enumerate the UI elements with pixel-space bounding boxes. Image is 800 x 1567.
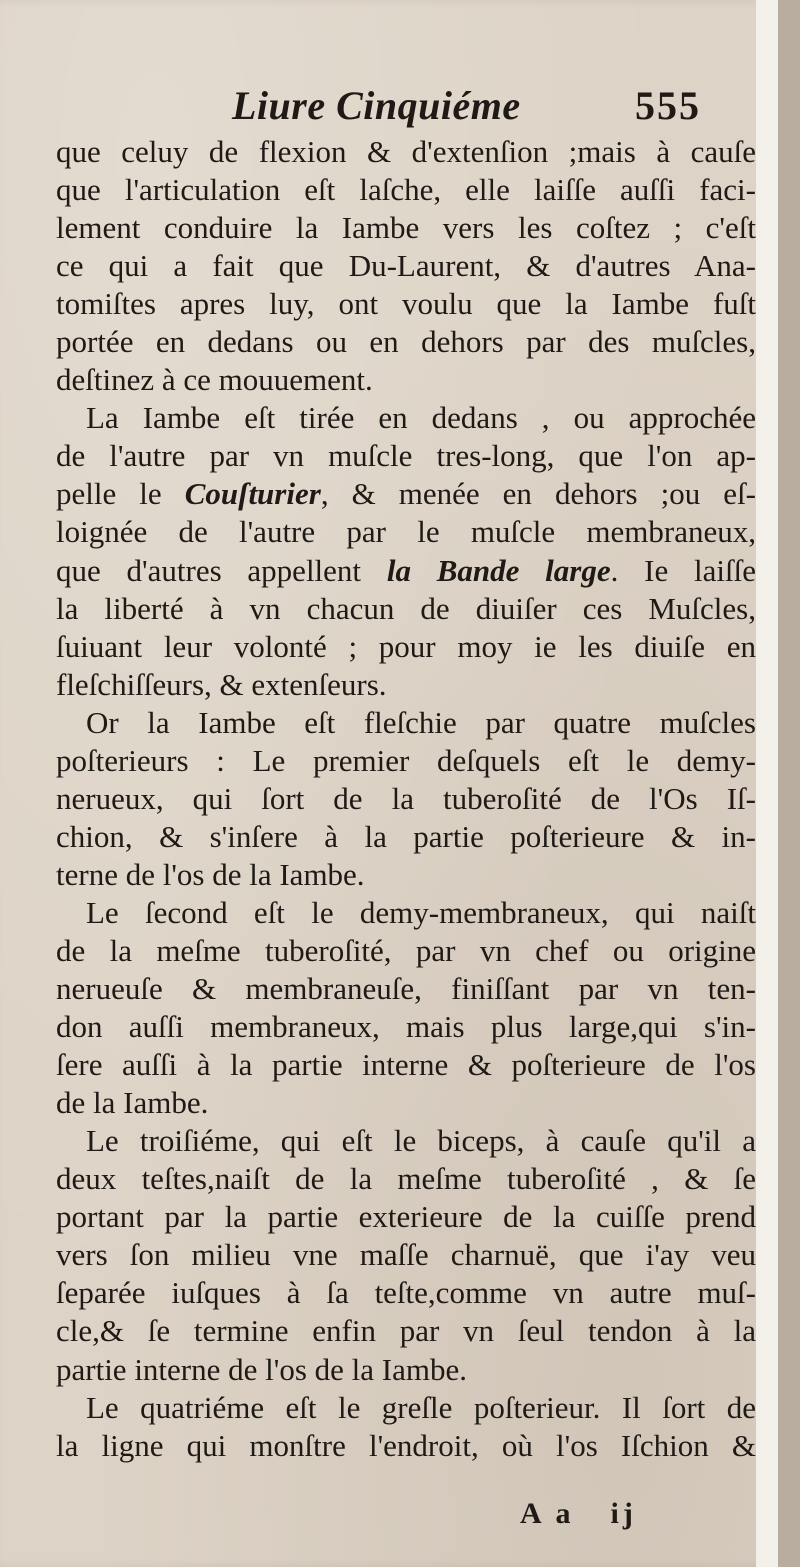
text-line: Or la Iambe eſt fleſchie par quatre muſcles [86,704,756,740]
text-line [56,475,756,513]
text-line: Le troiſiéme, qui eſt le biceps, à cauſe qu'il a [86,1123,756,1159]
signature-number: ij [610,1497,637,1530]
text-line: portant par la partie exterieure de la cuiſſe prend [56,1199,756,1235]
page-header [0,82,778,134]
text-segment: , & menée en dehors ;ou eſ- [320,476,757,512]
text-line: Le quatriéme eſt le greſle poſterieur. Il ſort de [86,1389,756,1425]
text-line: chion, & s'inſere à la partie poſterieure & in- [56,818,756,854]
italic-term: la Bande large [386,552,611,588]
text-segment: pelle le [56,476,185,512]
signature-letters: A a [520,1497,575,1530]
text-line: de l'autre par vn muſcle tres-long, que l'on ap- [56,438,756,474]
text-line: loignée de l'autre par le muſcle membraneux, [56,514,756,550]
text-line [56,552,756,590]
text-line: partie interne de l'os de la Iambe. [56,1351,467,1387]
text-line: nerueux, qui ſort de la tuberoſité de l'Os Iſ- [56,780,756,816]
text-line: deſtinez à ce mouuement. [56,362,373,398]
text-line: de la Iambe. [56,1085,209,1121]
body-text [56,133,756,1465]
text-line: don auſſi membraneux, mais plus large,qui s'in- [56,1009,756,1045]
text-line: que celuy de flexion & d'extenſion ;mais à cauſe [56,134,756,169]
text-line: terne de l'os de la Iambe. [56,856,365,892]
text-line: la ligne qui monſtre l'endroit, où l'os Iſchion & [56,1427,756,1463]
text-line: Le ſecond eſt le demy-membraneux, qui naiſt [86,894,756,930]
text-line: de la meſme tuberoſité, par vn chef ou origine [56,932,756,968]
text-line: poſterieurs : Le premier deſquels eſt le demy- [56,742,756,778]
italic-term: Couſturier [184,476,321,512]
text-line: ſeparée iuſques à ſa teſte,comme vn autre muſ- [56,1275,756,1311]
text-line: lement conduire la Iambe vers les coſtez ; c'eſt [56,210,756,246]
text-line: la liberté à vn chacun de diuiſer ces Muſcles, [56,590,756,626]
text-line: ſuiuant leur volonté ; pour moy ie les diuiſe en [56,628,756,664]
text-line: cle,& ſe termine enfin par vn ſeul tendon à la [56,1313,756,1349]
page-edge [756,0,778,1567]
text-line: tomiſtes apres luy, ont voulu que la Iambe fuſt [56,286,756,322]
text-segment: . Ie laiſſe [610,552,756,588]
running-title: Liure Cinquiéme [232,83,521,128]
text-line: La Iambe eſt tirée en dedans , ou approchée [86,400,756,436]
text-line: portée en dedans ou en dehors par des muſcles, [56,324,756,360]
text-line: deux teſtes,naiſt de la meſme tuberoſité , & ſe [56,1161,756,1197]
text-line: ce qui a fait que Du-Laurent, & d'autres Ana- [56,248,756,284]
text-line: vers ſon milieu vne maſſe charnuë, que i'ay veu [56,1237,756,1273]
text-segment: que d'autres appellent [56,552,387,588]
text-line: que l'articulation eſt laſche, elle laiſſe auſſi faci- [56,172,756,208]
text-line: ſere auſſi à la partie interne & poſterieure de l'os [56,1047,756,1083]
page-number: 555 [635,83,701,128]
text-line: nerueuſe & membraneuſe, finiſſant par vn ten- [56,971,756,1007]
text-line: fleſchiſſeurs, & extenſeurs. [56,666,387,702]
signature-mark [520,1497,637,1531]
